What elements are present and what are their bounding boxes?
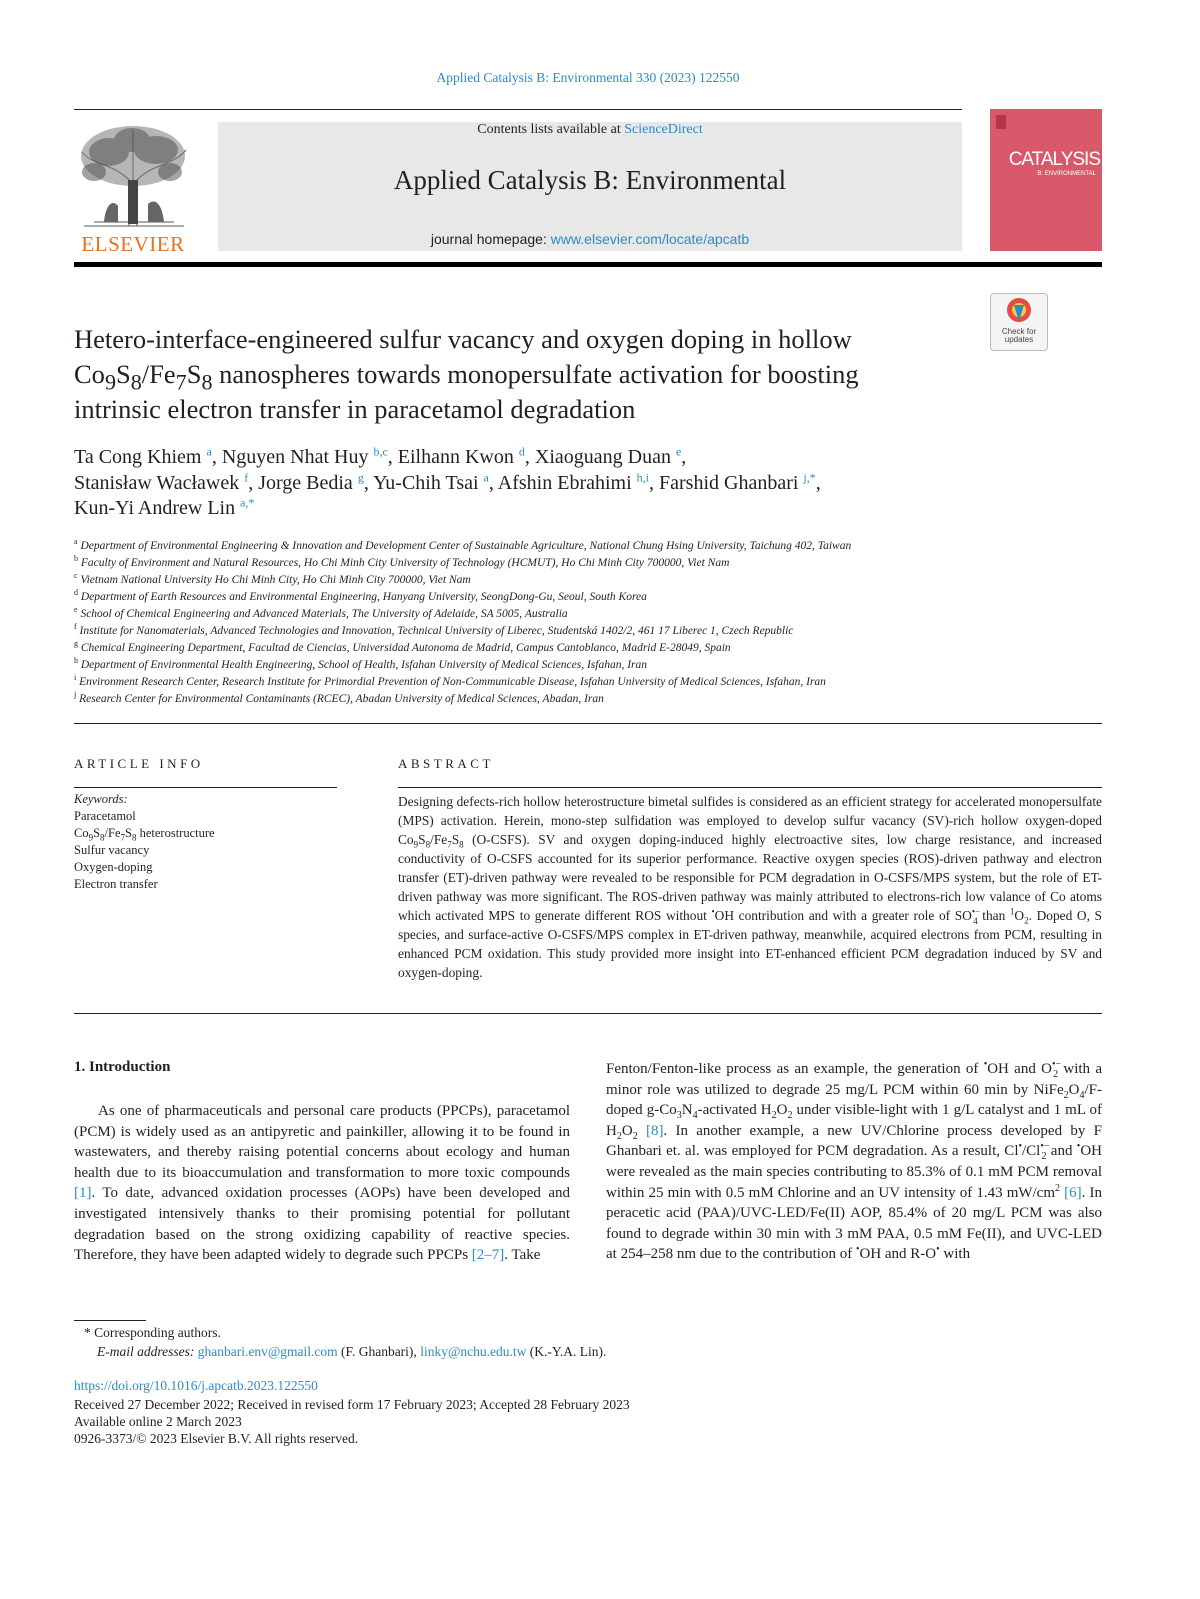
- affiliation-b: [74, 555, 1104, 572]
- intro-left-column: [74, 1101, 570, 1266]
- author-affil-mark[interactable]: h,i: [636, 469, 649, 484]
- author-name[interactable]: Eilhann Kwon: [397, 446, 514, 468]
- author-affil-mark[interactable]: a: [483, 469, 489, 484]
- ref-link-1[interactable]: [1]: [74, 1185, 92, 1202]
- elsevier-wordmark: ELSEVIER: [81, 232, 185, 256]
- abstract-bottom-rule: [74, 1013, 1102, 1014]
- affiliation-text: Department of Environmental Health Engineering, School of Health, Isfahan University of Medical Sciences, Isfahan, Iran: [80, 659, 648, 671]
- keywords-label: Keywords:: [74, 792, 128, 806]
- keyword-2: $Co_9S_8/Fe_7S_8$ heterostructure: [74, 826, 215, 843]
- journal-citation[interactable]: Applied Catalysis B: Environmental 330 (2023) 122550: [436, 70, 740, 85]
- keyword-5: Electron transfer: [74, 877, 158, 891]
- intro-right-part-e: -activated H: [697, 1102, 772, 1119]
- affiliation-d: [74, 589, 1104, 606]
- email1-owner: (F. Ghanbari),: [337, 1344, 421, 1359]
- keyword-2-rest: heterostructure: [136, 826, 215, 840]
- author-affil-mark[interactable]: a: [206, 444, 212, 459]
- author-name[interactable]: Xiaoguang Duan: [534, 446, 671, 468]
- affiliation-f: [74, 623, 1104, 640]
- introduction-heading: 1. Introduction: [74, 1059, 171, 1075]
- author-affil-mark[interactable]: b,c: [373, 444, 388, 459]
- author-name[interactable]: Nguyen Nhat Huy: [221, 446, 369, 468]
- abstract-text: Designing defects-rich hollow heterostructure bimetal sulfides is considered as an efficient strategy for accelerated monopersulfate (MPS) activation. Herein, mono-step sulfidation was employed to develop sulfur vacancy (SV)-rich hollow oxygen-doped $Co_9S_8/Fe_7S_8$ (O-CSFS). SV and oxygen doping-induced highly electroactive sites, low charge resistance, and increased conductivity of O-CSFS accounted for its superior performance. Reactive oxygen species (ROS)-driven pathway and electron transfer (ET)-driven pathway were revealed to be responsible for PCM degradation in O-CSFS/MPS system, but the role of ET-driven pathway was more significant. The ROS-driven pathway was mainly attributed to electrons-rich low valance of Co atoms which activated MPS to generate different ROS without •OH contribution and with a greater role of $SO^{•-}_4$ than $^1O_2$. Doped O, S species, and surface-active O-CSFS/MPS complex in ET-driven pathway, meanwhile, acquired electrons from PCM, resulting in enhanced PCM oxidation. This study provided more insight into ET-enhanced efficient PCM degradation induced by SV and oxygen-doping.: [398, 794, 1103, 980]
- header-thick-rule: [74, 262, 1102, 267]
- email-link-lin[interactable]: linky@nchu.edu.tw: [420, 1344, 527, 1359]
- intro-right-part-d: /F-doped g-Co: [606, 1081, 1102, 1119]
- author-name[interactable]: Afshin Ebrahimi: [497, 471, 632, 494]
- author-name[interactable]: Ta Cong Khiem: [74, 446, 202, 468]
- affiliation-key: e: [74, 605, 78, 615]
- title-line-3: intrinsic electron transfer in paracetamol degradation: [74, 394, 636, 424]
- author-affil-mark[interactable]: j,*: [803, 469, 816, 484]
- intro-right-part-g: . In another example, a new UV/Chlorine process developed by F Ghanbari et. al. was employed for PCM degradation. As a result, Cl: [606, 1122, 1102, 1160]
- cover-subtitle: B: ENVIRONMENTAL: [1037, 171, 1096, 177]
- contents-line: [218, 122, 962, 138]
- intro-left-part-c: . Take: [504, 1247, 541, 1264]
- affiliation-key: i: [74, 673, 77, 683]
- affiliation-text: Vietnam National University Ho Chi Minh City, Ho Chi Minh City 700000, Viet Nam: [80, 574, 471, 586]
- abstract-part-2: (O-CSFS). SV and oxygen doping-induced highly electroactive sites, low charge resistance, and increased conductivity of O-CSFS accounted for its superior performance. Reactive oxygen species (ROS)-driven pathway and electron transfer (ET)-driven pathway were revealed to be responsible for PCM degradation in O-CSFS/MPS system, but the role of ET-driven pathway was more significant. The ROS-driven pathway was mainly attributed to electrons-rich low valance of Co atoms which activated MPS to generate different ROS without: [398, 832, 1102, 923]
- affiliation-key: f: [74, 622, 77, 632]
- available-online: Available online 2 March 2023: [74, 1414, 242, 1429]
- affiliation-text: Department of Earth Resources and Environmental Engineering, Hanyang University, SeongDong-Gu, Seoul, South Korea: [80, 591, 647, 603]
- homepage-link[interactable]: www.elsevier.com/locate/apcatb: [550, 231, 750, 247]
- affiliation-text: Institute for Nanomaterials, Advanced Technologies and Innovation, Technical University of Liberec, Studentská 1402/2, 461 17 Liberec 1, Czech Republic: [79, 625, 794, 637]
- abstract-rule: [398, 787, 1102, 788]
- article-info-heading: ARTICLE INFO: [74, 756, 204, 771]
- intro-right-part-h: and: [1046, 1143, 1077, 1160]
- intro-right-part-k: OH and R-O: [859, 1246, 937, 1263]
- affiliation-key: h: [74, 656, 78, 666]
- contents-prefix: Contents lists available at: [477, 122, 625, 137]
- intro-right-part-i: OH were revealed as the main species contributing to 85.3% of 0.1 mM PCM removal within 25 min with 0.5 mM Chlorine and an UV intensity of 1.43 mW/cm: [606, 1143, 1102, 1201]
- copyright: 0926-3373/© 2023 Elsevier B.V. All rights reserved.: [74, 1431, 359, 1446]
- check-for-updates-badge[interactable]: [990, 293, 1048, 351]
- affiliation-text: Faculty of Environment and Natural Resources, Ho Chi Minh City University of Technology (HCMUT), Ho Chi Minh City 700000, Viet Nam: [80, 557, 730, 569]
- affiliation-text: Research Center for Environmental Contaminants (RCEC), Abadan University of Medical Sciences, Abadan, Iran: [79, 693, 604, 705]
- ref-link-2-7[interactable]: [2–7]: [471, 1247, 505, 1264]
- received-dates: Received 27 December 2022; Received in revised form 17 February 2023; Accepted 28 February 2023: [74, 1397, 630, 1412]
- affiliation-text: Chemical Engineering Department, Facultad de Ciencias, Universidad Autonoma de Madrid, Campus Cantoblanco, Madrid E-28049, Spain: [80, 642, 731, 654]
- header-top-rule: [74, 109, 962, 110]
- title-line-2: $Co_9S_8/Fe_7S_8$ nanospheres towards monopersulfate activation for boosting: [74, 359, 859, 395]
- affiliation-c: [74, 572, 1104, 589]
- title-line-2-rest: nanospheres towards monopersulfate activation for boosting: [212, 359, 859, 389]
- ref-link-8[interactable]: [8]: [645, 1122, 664, 1139]
- footnote-rule: [74, 1320, 146, 1321]
- ref-link-6[interactable]: [6]: [1064, 1184, 1082, 1201]
- author-list: Ta Cong Khiem $^a$, Nguyen Nhat Huy $^{b,c}$, Eilhann Kwon $^d$, Xiaoguang Duan $^e$, Stanisław Wacławek $^f$, Jorge Bedia $^g$, Yu-Chih Tsai $^a$, Afshin Ebrahimi $^{h,i}$, Farshid Ghanbari $^{j,*}$, Kun-Yi Andrew Lin $^{a,*}$: [74, 444, 821, 519]
- author-affil-mark[interactable]: a,*: [240, 495, 255, 510]
- keyword-3: Sulfur vacancy: [74, 843, 150, 857]
- abstract-part-1: Designing defects-rich hollow heterostructure bimetal sulfides is considered as an efficient strategy for accelerated monopersulfate (MPS) activation. Herein, mono-step sulfidation was employed to develop sulfur vacancy (SV)-rich hollow oxygen-doped: [398, 794, 1102, 828]
- intro-right-part-c: with a minor role was utilized to degrade 25 mg/L PCM within 60 min by NiFe: [606, 1061, 1103, 1098]
- author-name[interactable]: Stanisław Wacławek: [74, 471, 240, 494]
- affiliation-text: Department of Environmental Engineering & Innovation and Development Center of Sustainable Agriculture, National Chung Hsing University, Taichung 402, Taiwan: [80, 540, 852, 552]
- author-name[interactable]: Farshid Ghanbari: [659, 471, 799, 494]
- email-link-ghanbari[interactable]: ghanbari.env@gmail.com: [197, 1344, 338, 1359]
- affiliation-e: [74, 606, 1104, 623]
- abstract-part-3: OH contribution and with a greater role of SO: [714, 908, 972, 923]
- intro-left-part-b: . To date, advanced oxidation processes (AOPs) have been developed and investigated intensively thanks to their promising potential for pollutant degradation based on the strong oxidizing capability of reactive species. Therefore, they have been adapted widely to degrade such PPCPs: [74, 1185, 570, 1264]
- badge-text: Check for updates: [1001, 327, 1037, 344]
- intro-right-part-f: under visible-light with 1 g/L catalyst and 1 mL of H: [606, 1102, 1102, 1139]
- journal-homepage: [218, 231, 962, 247]
- abstract-part-5: . Doped O, S species, and surface-active O-CSFS/MPS complex in ET-driven pathway, meanwhile, acquired electrons from PCM, resulting in enhanced PCM oxidation. This study provided more insight into ET-enhanced efficient PCM degradation induced by SV and oxygen-doping.: [398, 908, 1103, 980]
- email-label: E-mail addresses:: [97, 1344, 198, 1359]
- affiliation-h: [74, 657, 1104, 674]
- article-info-rule: [74, 787, 337, 788]
- journal-cover-thumbnail[interactable]: [990, 109, 1102, 251]
- author-affil-mark[interactable]: g: [357, 469, 364, 484]
- keyword-1: Paracetamol: [74, 809, 136, 823]
- abstract-part-4: than: [977, 908, 1010, 923]
- sciencedirect-link[interactable]: ScienceDirect: [624, 122, 703, 137]
- homepage-prefix: journal homepage:: [430, 231, 551, 247]
- doi-link[interactable]: https://doi.org/10.1016/j.apcatb.2023.122550: [74, 1378, 318, 1393]
- affiliation-key: c: [74, 571, 78, 581]
- journal-title: Applied Catalysis B: Environmental: [393, 165, 787, 195]
- affiliation-key: d: [74, 588, 78, 598]
- abstract-heading: ABSTRACT: [398, 756, 494, 771]
- check-updates-icon: [1005, 297, 1033, 327]
- affiliation-i: [74, 674, 1104, 691]
- intro-right-part-l: with: [939, 1246, 971, 1263]
- cover-emblem: [996, 115, 1006, 129]
- affiliation-key: j: [74, 690, 77, 700]
- corresponding-text: Corresponding authors.: [94, 1325, 221, 1340]
- cover-title: CATALYSIS: [1008, 149, 1100, 170]
- affiliation-text: Environment Research Center, Research Institute for Primordial Prevention of Non-Communicable Disease, Isfahan University of Medical Sciences, Isfahan, Iran: [79, 676, 826, 688]
- affiliation-text: School of Chemical Engineering and Advanced Materials, The University of Adelaide, SA 5005, Australia: [80, 608, 568, 620]
- email-line: [97, 1344, 606, 1360]
- corresponding-note: * Corresponding authors.: [84, 1325, 221, 1340]
- affiliation-g: [74, 640, 1104, 657]
- author-name[interactable]: Yu-Chih Tsai: [373, 471, 479, 494]
- author-affil-mark[interactable]: f: [244, 469, 249, 484]
- title-line-1: Hetero-interface-engineered sulfur vacancy and oxygen doping in hollow: [74, 324, 852, 354]
- intro-right-part-j: . In peracetic acid (PAA)/UVC-LED/Fe(II) AOP, 85.4% of 20 mg/L PCM was also found to degrade within 30 min with 3 mM PAA, 0.5 mM Fe(II), and UVC-LED at 254–258 nm due to the contribution of: [606, 1184, 1103, 1263]
- affiliations-rule: [74, 723, 1102, 724]
- author-affil-mark[interactable]: e: [675, 444, 682, 459]
- intro-right-part-a: Fenton/Fenton-like process as an example, the generation of: [606, 1061, 984, 1077]
- author-name[interactable]: Kun-Yi Andrew Lin: [74, 497, 236, 519]
- article-title: [74, 322, 974, 427]
- affiliation-key: b: [74, 554, 78, 564]
- intro-right-column: Fenton/Fenton-like process as an example, the generation of •OH and $O^{•-}_2$ with a minor role was utilized to degrade 25 mg/L PCM within 60 min by $NiFe_2O_4/F$-doped $g-Co_3N_4$-activated $H_2O_2$ under visible-light with 1 g/L catalyst and 1 mL of $H_2O_2$ [8]. In another example, a new UV/Chlorine process developed by F Ghanbari et. al. was employed for PCM degradation. As a result, $Cl^•/Cl^{•-}_2$ and •OH were revealed as the main species contributing to 85.3% of 0.1 mM PCM removal within 25 min with 0.5 mM Chlorine and an UV intensity of 1.43 $mW/cm^2$ [6]. In peracetic acid (PAA)/UVC-LED/Fe(II) AOP, 85.4% of 20 mg/L PCM was also found to degrade within 30 min with 3 mM PAA, 0.5 mM Fe(II), and UVC-LED at 254–258 nm due to the contribution of •OH and R-O• with: [606, 1059, 1103, 1263]
- author-affil-mark[interactable]: d: [518, 444, 525, 459]
- affiliation-a: [74, 538, 1104, 555]
- affiliation-key: g: [74, 639, 78, 649]
- intro-right-part-b: OH and O: [987, 1061, 1052, 1077]
- email2-owner: (K.-Y.A. Lin).: [526, 1344, 607, 1359]
- affiliation-key: a: [74, 537, 78, 547]
- affiliation-j: [74, 691, 1104, 708]
- intro-left-part-a: As one of pharmaceuticals and personal care products (PPCPs), paracetamol (PCM) is widely used as an antipyretic and painkiller, allowing it to be found in wastewaters, and thereby raising potential concerns about ecology and human health due to its bioaccumulation and transformation to more toxic compounds: [74, 1103, 570, 1181]
- keyword-4: Oxygen-doping: [74, 860, 153, 874]
- author-name[interactable]: Jorge Bedia: [258, 471, 353, 494]
